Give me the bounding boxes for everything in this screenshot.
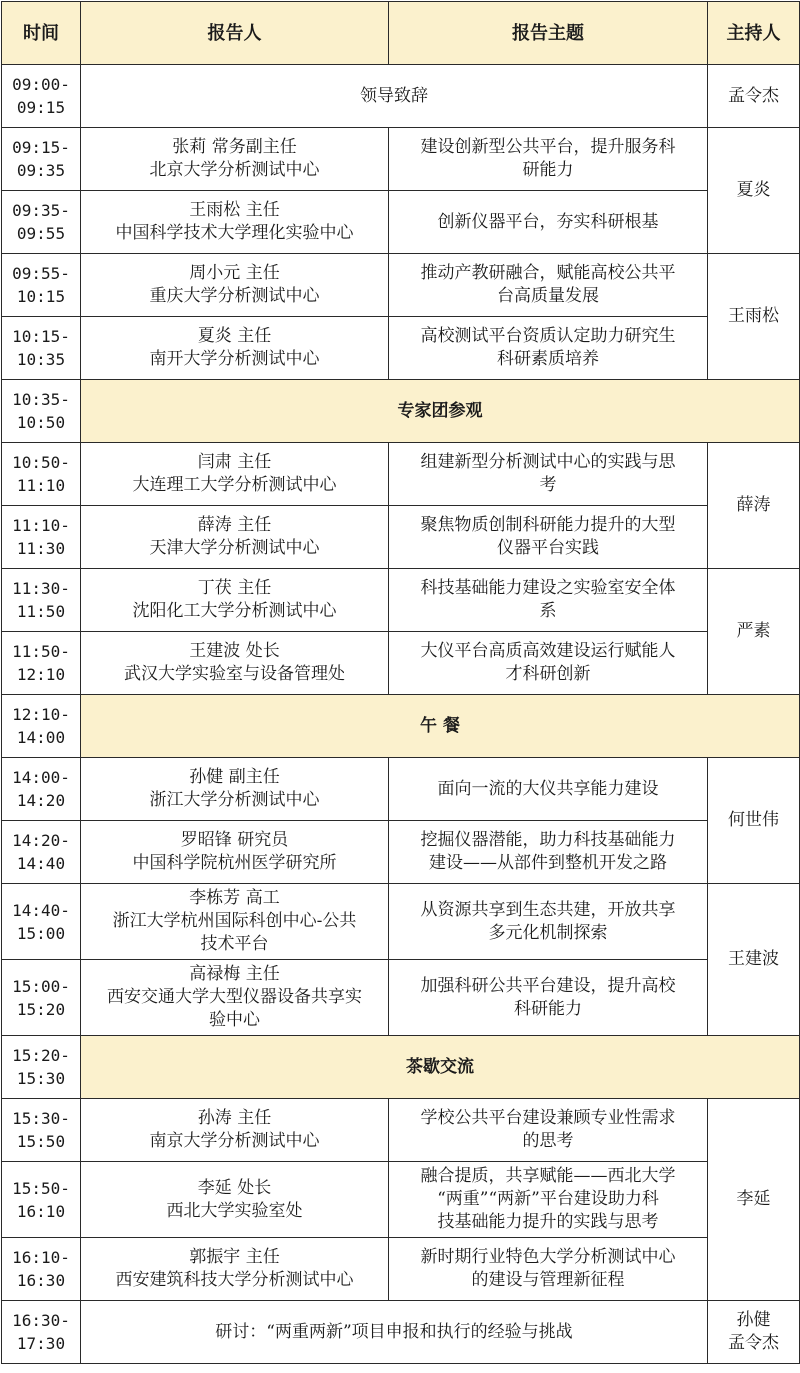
break-row bbox=[2, 695, 800, 758]
schedule-row bbox=[2, 128, 800, 191]
schedule-row bbox=[2, 821, 800, 884]
header-topic: 报告主题 bbox=[389, 2, 708, 65]
schedule-row bbox=[2, 960, 800, 1036]
speaker-cell: 闫肃 主任 大连理工大学分析测试中心 bbox=[81, 443, 389, 506]
topic-cell: 创新仪器平台，夯实科研根基 bbox=[389, 191, 708, 254]
topic-cell: 面向一流的大仪共享能力建设 bbox=[389, 758, 708, 821]
speaker-cell: 周小元 主任 重庆大学分析测试中心 bbox=[81, 254, 389, 317]
time-cell: 11:10- 11:30 bbox=[2, 506, 81, 569]
topic-cell: 从资源共享到生态共建，开放共享 多元化机制探索 bbox=[389, 884, 708, 960]
host-cell: 严素 bbox=[708, 569, 800, 695]
schedule-row bbox=[2, 443, 800, 506]
time-cell: 09:00- 09:15 bbox=[2, 65, 81, 128]
time-cell: 09:35- 09:55 bbox=[2, 191, 81, 254]
schedule-row bbox=[2, 191, 800, 254]
speaker-cell: 罗昭锋 研究员 中国科学院杭州医学研究所 bbox=[81, 821, 389, 884]
time-cell: 15:50- 16:10 bbox=[2, 1162, 81, 1238]
host-cell: 薛涛 bbox=[708, 443, 800, 569]
break-label: 午 餐 bbox=[81, 695, 800, 758]
time-cell: 09:55- 10:15 bbox=[2, 254, 81, 317]
header-time: 时间 bbox=[2, 2, 81, 65]
break-label: 专家团参观 bbox=[81, 380, 800, 443]
speaker-cell: 李延 处长 西北大学实验室处 bbox=[81, 1162, 389, 1238]
session-cell: 领导致辞 bbox=[81, 65, 708, 128]
time-cell: 11:50- 12:10 bbox=[2, 632, 81, 695]
schedule-row bbox=[2, 65, 800, 128]
time-cell: 15:00- 15:20 bbox=[2, 960, 81, 1036]
schedule-table bbox=[1, 1, 800, 1364]
speaker-cell: 孙健 副主任 浙江大学分析测试中心 bbox=[81, 758, 389, 821]
time-cell: 15:20- 15:30 bbox=[2, 1036, 81, 1099]
topic-cell: 挖掘仪器潜能，助力科技基础能力 建设——从部件到整机开发之路 bbox=[389, 821, 708, 884]
host-cell: 夏炎 bbox=[708, 128, 800, 254]
session-cell: 研讨：“两重两新”项目申报和执行的经验与挑战 bbox=[81, 1301, 708, 1364]
schedule-row bbox=[2, 1301, 800, 1364]
speaker-cell: 薛涛 主任 天津大学分析测试中心 bbox=[81, 506, 389, 569]
time-cell: 10:35- 10:50 bbox=[2, 380, 81, 443]
break-row bbox=[2, 380, 800, 443]
time-cell: 15:30- 15:50 bbox=[2, 1099, 81, 1162]
time-cell: 10:15- 10:35 bbox=[2, 317, 81, 380]
host-cell: 孙健 孟令杰 bbox=[708, 1301, 800, 1364]
time-cell: 14:00- 14:20 bbox=[2, 758, 81, 821]
break-row bbox=[2, 1036, 800, 1099]
schedule-row bbox=[2, 1099, 800, 1162]
schedule-row bbox=[2, 254, 800, 317]
time-cell: 11:30- 11:50 bbox=[2, 569, 81, 632]
host-cell: 王建波 bbox=[708, 884, 800, 1036]
time-cell: 12:10- 14:00 bbox=[2, 695, 81, 758]
topic-cell: 建设创新型公共平台，提升服务科 研能力 bbox=[389, 128, 708, 191]
header-row bbox=[2, 2, 800, 65]
time-cell: 16:30- 17:30 bbox=[2, 1301, 81, 1364]
speaker-cell: 李栋芳 高工 浙江大学杭州国际科创中心-公共 技术平台 bbox=[81, 884, 389, 960]
topic-cell: 加强科研公共平台建设，提升高校 科研能力 bbox=[389, 960, 708, 1036]
speaker-cell: 孙涛 主任 南京大学分析测试中心 bbox=[81, 1099, 389, 1162]
schedule-row bbox=[2, 758, 800, 821]
host-cell: 李延 bbox=[708, 1099, 800, 1301]
topic-cell: 学校公共平台建设兼顾专业性需求 的思考 bbox=[389, 1099, 708, 1162]
speaker-cell: 高禄梅 主任 西安交通大学大型仪器设备共享实 验中心 bbox=[81, 960, 389, 1036]
break-label: 茶歇交流 bbox=[81, 1036, 800, 1099]
host-cell: 王雨松 bbox=[708, 254, 800, 380]
schedule-row bbox=[2, 632, 800, 695]
time-cell: 14:20- 14:40 bbox=[2, 821, 81, 884]
topic-cell: 新时期行业特色大学分析测试中心 的建设与管理新征程 bbox=[389, 1238, 708, 1301]
schedule-row bbox=[2, 1238, 800, 1301]
speaker-cell: 郭振宇 主任 西安建筑科技大学分析测试中心 bbox=[81, 1238, 389, 1301]
topic-cell: 科技基础能力建设之实验室安全体 系 bbox=[389, 569, 708, 632]
time-cell: 10:50- 11:10 bbox=[2, 443, 81, 506]
header-speaker: 报告人 bbox=[81, 2, 389, 65]
topic-cell: 高校测试平台资质认定助力研究生 科研素质培养 bbox=[389, 317, 708, 380]
schedule-row bbox=[2, 569, 800, 632]
time-cell: 16:10- 16:30 bbox=[2, 1238, 81, 1301]
speaker-cell: 王雨松 主任 中国科学技术大学理化实验中心 bbox=[81, 191, 389, 254]
header-host: 主持人 bbox=[708, 2, 800, 65]
host-cell: 何世伟 bbox=[708, 758, 800, 884]
topic-cell: 聚焦物质创制科研能力提升的大型 仪器平台实践 bbox=[389, 506, 708, 569]
schedule-row bbox=[2, 884, 800, 960]
schedule-row bbox=[2, 317, 800, 380]
speaker-cell: 夏炎 主任 南开大学分析测试中心 bbox=[81, 317, 389, 380]
topic-cell: 组建新型分析测试中心的实践与思 考 bbox=[389, 443, 708, 506]
topic-cell: 大仪平台高质高效建设运行赋能人 才科研创新 bbox=[389, 632, 708, 695]
speaker-cell: 张莉 常务副主任 北京大学分析测试中心 bbox=[81, 128, 389, 191]
schedule-row bbox=[2, 506, 800, 569]
host-cell: 孟令杰 bbox=[708, 65, 800, 128]
schedule-row bbox=[2, 1162, 800, 1238]
speaker-cell: 王建波 处长 武汉大学实验室与设备管理处 bbox=[81, 632, 389, 695]
topic-cell: 融合提质，共享赋能——西北大学 “两重”“两新”平台建设助力科 技基础能力提升的实践与思考 bbox=[389, 1162, 708, 1238]
time-cell: 09:15- 09:35 bbox=[2, 128, 81, 191]
topic-cell: 推动产教研融合，赋能高校公共平 台高质量发展 bbox=[389, 254, 708, 317]
time-cell: 14:40- 15:00 bbox=[2, 884, 81, 960]
speaker-cell: 丁茯 主任 沈阳化工大学分析测试中心 bbox=[81, 569, 389, 632]
